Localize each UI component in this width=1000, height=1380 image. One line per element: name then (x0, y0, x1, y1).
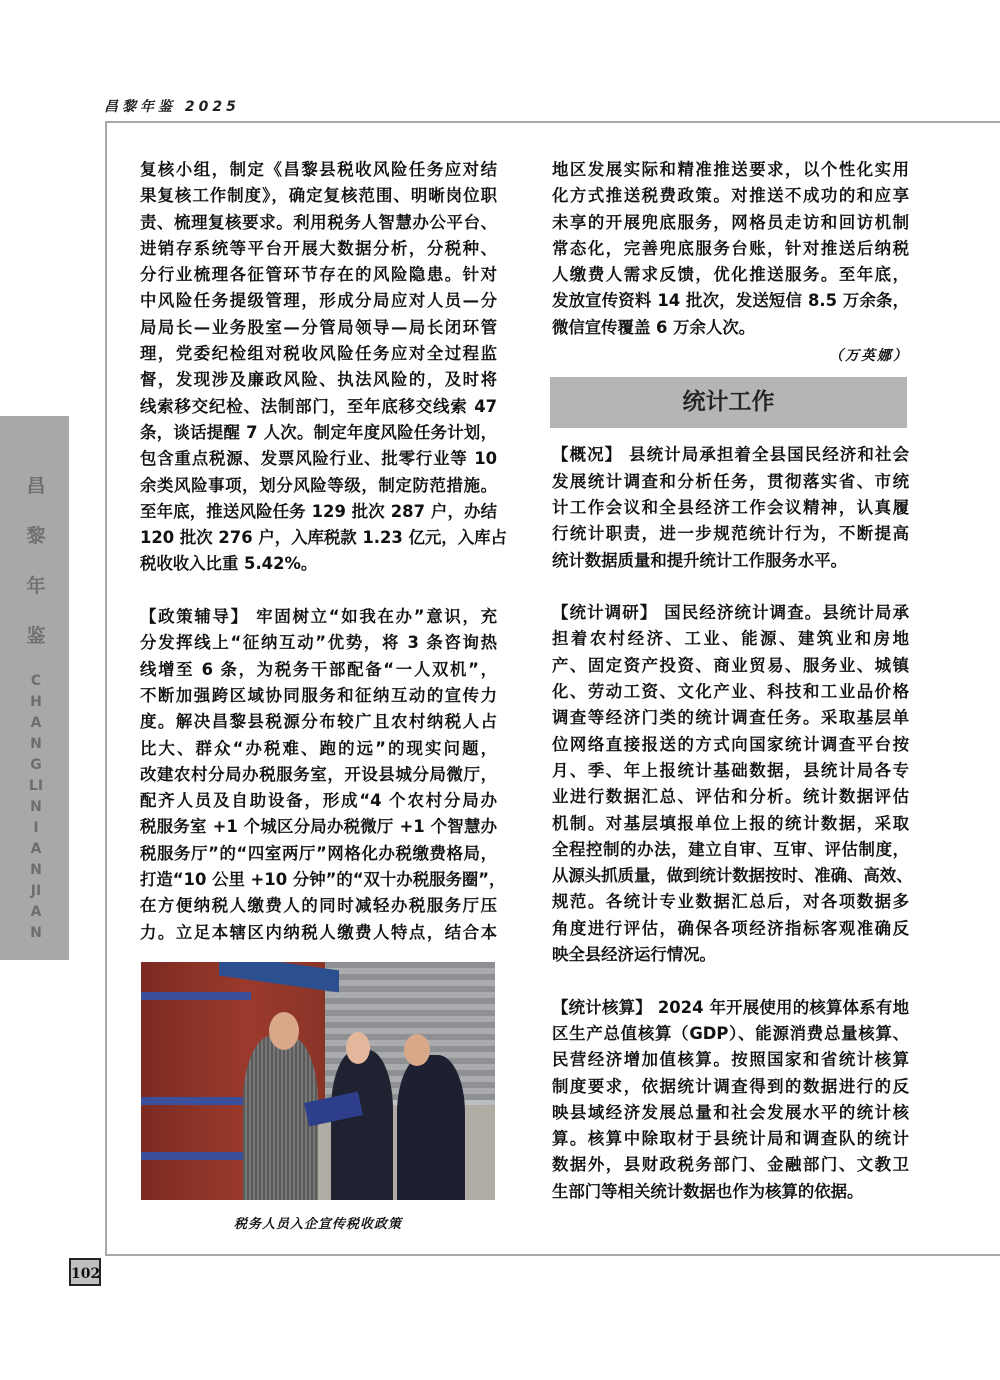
text-line: 算。核算中除取材于县统计局和调查队的统计 (552, 1129, 909, 1149)
paragraph (140, 157, 507, 578)
running-title: 昌黎年鉴 2025 (104, 99, 240, 115)
side-tab-char: 鉴 (26, 625, 46, 647)
text-line: 线索移交纪检、法制部门，至年底移交线索 47 (140, 396, 497, 416)
text-line: 常态化，完善兜底服务台账，针对推送后纳税 (552, 238, 909, 258)
text-line: 角度进行评估，确保各项经济指标客观准确反 (552, 918, 909, 938)
side-tab (0, 416, 69, 960)
left-column (140, 157, 507, 972)
text-line: 在方便纳税人缴费人的同时减轻办税服务厅压 (140, 896, 497, 916)
text-line: 打造“10 公里 +10 分钟”的“双十办税服务圈”， (140, 870, 506, 890)
text-line: 微信宣传覆盖 6 万余人次。 (552, 317, 756, 337)
text-line: 民营经济增加值核算。按照国家和省统计核算 (552, 1050, 909, 1070)
side-tab-char: 黎 (26, 525, 46, 547)
photo-caption: 税务人员入企宣传税收政策 (233, 1217, 402, 1232)
text-line: 地区发展实际和精准推送要求，以个性化实用 (552, 160, 909, 179)
text-line: 统计数据质量和提升统计工作服务水平。 (552, 550, 848, 570)
paragraph (552, 157, 909, 341)
text-line: 分行业梳理各征管环节存在的风险隐患。针对 (140, 265, 497, 285)
text-line: 分发挥线上“征纳互动”优势，将 3 条咨询热 (140, 633, 497, 653)
text-line: 配齐人员及自助设备，形成“4 个农村分局办 (140, 791, 497, 811)
text-line: 化方式推送税费政策。对推送不成功的和应享 (552, 186, 909, 206)
paragraph (552, 995, 909, 1205)
text-line: 【统计核算】 2024 年开展使用的核算体系有地 (552, 997, 909, 1017)
text-line: 力。立足本辖区内纳税人缴费人特点，结合本 (140, 922, 497, 942)
side-tab-char: 昌 (26, 475, 46, 497)
text-line: 月、季、年上报统计基础数据，县统计局各专 (552, 760, 909, 780)
text-line: 条，谈话提醒 7 人次。制定年度风险任务计划， (140, 422, 497, 442)
frame-left-rule (105, 121, 107, 1256)
text-line: 发放宣传资料 14 批次，发送短信 8.5 万余条， (552, 291, 909, 311)
paragraph (552, 442, 909, 573)
text-line: 线增至 6 条，为税务干部配备“一人双机”， (140, 659, 497, 679)
text-line: 【概况】 县统计局承担着全县国民经济和社会 (552, 445, 909, 465)
text-line: 发展统计调查和分析任务，贯彻落实省、市统 (552, 471, 909, 491)
text-line: 从源头抓质量，做到统计数据按时、准确、高效、 (552, 866, 913, 886)
text-line: 调查等经济门类的统计调查任务。采取基层单 (552, 708, 909, 728)
text-line: 【政策辅导】 牢固树立“如我在办”意识，充 (140, 607, 497, 627)
text-line: 税服务厅”的“四室两厅”网格化办税缴费格局， (140, 843, 497, 863)
text-line: 税服务室 +1 个城区分局办税微厅 +1 个智慧办 (140, 817, 497, 837)
text-line: 未享的开展兜底服务，网格员走访和回访机制 (552, 212, 909, 232)
text-line: 进销存系统等平台开展大数据分析，分税种、 (140, 238, 497, 258)
text-line: 映县域经济发展总量和社会发展水平的统计核 (552, 1102, 909, 1122)
text-line: 全程控制的办法，建立自审、互审、评估制度， (552, 839, 909, 859)
text-line: 税收收入比重 5.42%。 (140, 554, 318, 574)
text-line: 担着农村经济、工业、能源、建筑业和房地 (552, 629, 909, 649)
text-line: 行统计职责，进一步规范统计行为，不断提高 (552, 524, 909, 544)
text-line: 理，党委纪检组对税收风险任务应对全过程监 (140, 344, 497, 364)
frame-top-rule (106, 121, 1000, 123)
section-title: 统计工作 (550, 377, 907, 428)
right-column (552, 157, 913, 1231)
text-line: 余类风险事项，划分风险等级，制定防范措施。 (140, 475, 497, 495)
frame-bottom-rule (105, 1254, 1000, 1256)
author-credit: （万英娜） (829, 348, 909, 365)
text-line: 化、劳动工资、文化产业、科技和工业品价格 (552, 682, 909, 702)
person-figure (331, 1050, 393, 1200)
text-line: 【统计调研】 国民经济统计调查。县统计局承 (552, 603, 909, 623)
text-line: 区生产总值核算（GDP）、能源消费总量核算、 (552, 1023, 909, 1043)
text-line: 制度要求，依据统计调查得到的数据进行的反 (552, 1076, 909, 1096)
text-line: 责、梳理复核要求。利用税务人智慧办公平台、 (140, 212, 497, 232)
text-line: 果复核工作制度》，确定复核范围、明晰岗位职 (140, 186, 497, 206)
text-line: 中风险任务提级管理，形成分局应对人员—分 (140, 291, 497, 311)
text-line: 生部门等相关统计数据也作为核算的依据。 (552, 1181, 864, 1201)
paragraph (140, 604, 506, 946)
side-tab-pinyin: CHANGLINIANJIAN (28, 673, 44, 941)
text-line: 数据外，县财政税务部门、金融部门、文教卫 (552, 1155, 909, 1175)
text-line: 规范。各统计专业数据汇总后，对各项数据多 (552, 892, 909, 912)
text-line: 不断加强跨区域协同服务和征纳互动的宣传力 (140, 685, 497, 705)
text-line: 业进行数据汇总、评估和分析。统计数据评估 (552, 787, 909, 807)
page-number: 102 (69, 1258, 101, 1286)
text-line: 改建农村分局办税服务室，开设县城分局微厅， (140, 764, 497, 784)
person-figure (397, 1055, 465, 1200)
side-tab-char: 年 (26, 575, 46, 597)
text-line: 督，发现涉及廉政风险、执法风险的，及时将 (140, 370, 497, 390)
photo-tax-officers (141, 962, 495, 1200)
text-line: 至年底，推送风险任务 129 批次 287 户，办结 (140, 501, 497, 521)
text-line: 比大、群众“办税难、跑的远”的现实问题， (140, 738, 497, 758)
paragraph (552, 600, 913, 968)
text-line: 度。解决昌黎县税源分布较广且农村纳税人占 (140, 712, 497, 732)
text-line: 复核小组，制定《昌黎县税收风险任务应对结 (140, 160, 497, 179)
text-line: 局局长—业务股室—分管局领导—局长闭环管 (140, 317, 497, 337)
text-line: 包含重点税源、发票风险行业、批零行业等 10 (140, 449, 497, 469)
text-line: 计工作会议和全县经济工作会议精神，认真履 (552, 497, 909, 517)
text-line: 产、固定资产投资、商业贸易、服务业、城镇 (552, 655, 909, 675)
text-line: 120 批次 276 户，入库税款 1.23 亿元，入库占 (140, 528, 507, 548)
text-line: 位网络直接报送的方式向国家统计调查平台按 (552, 734, 909, 754)
text-line: 机制。对基层填报单位上报的统计数据，采取 (552, 813, 909, 833)
text-line: 映全县经济运行情况。 (552, 945, 716, 965)
text-line: 人缴费人需求反馈，优化推送服务。至年底， (552, 265, 909, 285)
